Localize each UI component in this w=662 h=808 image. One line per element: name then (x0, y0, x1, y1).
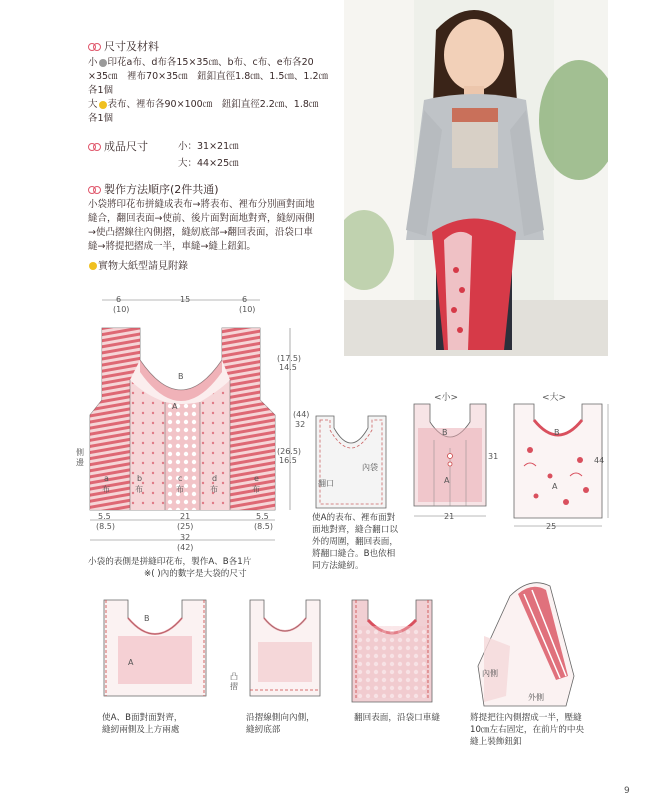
small-bag-b: B (442, 428, 448, 437)
step4-caption-2: 10㎝左右固定，在前片的中央 (470, 725, 585, 735)
method-heading: 製作方法順序(2件共通) (88, 183, 219, 197)
step1-a: A (128, 658, 134, 667)
step4-caption-3: 縫上裝飾鈕釦 (470, 737, 522, 747)
method-line-1: 小袋將印花布拼縫成表布→將表布、裡布分別画對面地 (88, 199, 315, 210)
step2-caption-1: 沿摺線側向內側， (246, 713, 315, 723)
double-ring-icon (88, 186, 102, 194)
large-bag-width: 25 (546, 522, 557, 531)
piece-b-word: 布 (135, 485, 143, 494)
gray-dot-icon (99, 59, 107, 67)
step2-diagram (246, 596, 324, 700)
dim-bottom-right: 5.5 (256, 512, 269, 521)
double-ring-icon (88, 143, 102, 151)
main-caption-2: ※( )內的數字是大袋的尺寸 (144, 569, 247, 579)
piece-e-word: 布 (252, 485, 260, 494)
lining-note-4: 將翻口縫合。B也依相 (312, 549, 396, 559)
piece-c-word: 布 (176, 485, 184, 494)
dim-bottom-left: 5.5 (98, 512, 111, 521)
dim-right-3: (44) (293, 410, 310, 419)
large-bag-b: B (554, 428, 560, 437)
double-ring-icon (88, 43, 102, 51)
step2-caption-2: 縫紉底部 (246, 725, 281, 735)
small-bag-height: 31 (488, 452, 499, 461)
main-pattern-diagram (70, 290, 310, 550)
small-bag-a: A (444, 476, 450, 485)
part-b-label: B (178, 372, 184, 381)
lining-mouth-label: 翻口 (318, 479, 334, 488)
materials-small-line-2: ×35㎝ 裡布70×35㎝ 鈕釦直徑1.8㎝、1.5㎝、1.2㎝ (88, 71, 329, 82)
finished-size-heading: 成品尺寸 (88, 140, 148, 154)
photo-illustration (344, 0, 608, 356)
lining-note-2: 面地對齊，縫合翻口以 (312, 525, 398, 535)
materials-small-line-1: 小 印花a布、d布各15×35㎝、b布、c布、e布各20 (88, 57, 314, 68)
yellow-dot-icon (89, 262, 97, 270)
step1-b: B (144, 614, 150, 623)
step4-inner: 內側 (482, 669, 498, 678)
lining-note-5: 同方法縫紉。 (312, 561, 364, 571)
step3-diagram (348, 596, 436, 706)
lining-diagram (312, 412, 390, 512)
lining-note-3: 外的周圍，翻回表面， (312, 537, 398, 547)
small-bag-width: 21 (444, 512, 455, 521)
large-bag-diagram (510, 400, 610, 530)
method-line-2: 縫合，翻回表面→使前、後片面對面地對齊，縫紉兩側 (88, 213, 315, 224)
step1-diagram (100, 596, 210, 700)
piece-c-letter: c (178, 474, 183, 483)
large-bag-height: 44 (594, 456, 605, 465)
step4-outer: 外側 (528, 693, 544, 702)
step1-caption-2: 縫紉兩側及上方兩處 (102, 725, 180, 735)
large-bag-label: <大> (542, 393, 567, 403)
dim-top-center: 15 (180, 295, 191, 304)
size-materials-heading: 尺寸及材料 (88, 40, 159, 54)
dim-bottom-right-large: (8.5) (254, 522, 273, 531)
piece-e-letter: e (254, 474, 259, 483)
dim-top-right: 6 (242, 295, 248, 304)
part-a-label: A (172, 402, 178, 411)
finished-size-small: 小：31×21㎝ (178, 141, 239, 152)
page-number: 9 (624, 786, 630, 796)
small-bag-label: <小> (434, 393, 459, 403)
side-label: 側邊 (76, 448, 84, 467)
dim-total-width: 32 (180, 533, 191, 542)
photo-girl-with-bag (344, 0, 608, 356)
materials-small-line-3: 各1個 (88, 85, 114, 96)
dim-right-6: 16.5 (279, 456, 297, 465)
piece-a-word: 布 (102, 485, 110, 494)
dim-top-left: 6 (116, 295, 122, 304)
piece-d-word: 布 (210, 485, 218, 494)
dim-bottom-center-large: (25) (177, 522, 194, 531)
dim-bottom-left-large: (8.5) (96, 522, 115, 531)
dim-right-4: 32 (295, 420, 306, 429)
piece-a-letter: a (104, 474, 109, 483)
step4-diagram (470, 576, 580, 710)
dim-right-1: (17.5) (277, 354, 302, 363)
step4-caption-1: 將提把往內側摺成一半，壓縫 (470, 713, 582, 723)
dim-top-left-large: (10) (113, 305, 130, 314)
dim-bottom-center: 21 (180, 512, 191, 521)
method-line-4: 縫→將提把摺成一半，車縫→縫上鈕釦。 (88, 241, 256, 252)
method-line-3: →使凸摺線往內側摺，縫紉底部→翻回表面，沿袋口車 (88, 227, 313, 238)
yellow-dot-icon (99, 101, 107, 109)
pattern-note: 實物大紙型請見附錄 (88, 260, 188, 274)
dim-total-width-large: (42) (177, 543, 194, 552)
finished-size-large: 大：44×25㎝ (178, 158, 239, 169)
materials-large-line-1: 大 表布、裡布各90×100㎝ 鈕釦直徑2.2㎝、1.8㎝ (88, 99, 319, 110)
piece-d-letter: d (212, 474, 218, 483)
main-caption-1: 小袋的表側是拼縫印花布，製作A、B各1片 (88, 557, 252, 567)
materials-large-line-2: 各1個 (88, 113, 114, 124)
dim-right-2: 14.5 (279, 363, 297, 372)
piece-b-letter: b (137, 474, 143, 483)
small-bag-diagram (410, 400, 490, 520)
large-bag-a: A (552, 482, 558, 491)
step3-caption-1: 翻回表面，沿袋口車縫 (354, 713, 440, 723)
step2-fold: 凸摺 (230, 672, 238, 691)
step1-caption-1: 使A、B面對面對齊， (102, 713, 183, 723)
dim-right-5: (26.5) (277, 447, 302, 456)
dim-top-right-large: (10) (239, 305, 256, 314)
lining-inner-label: 內袋 (362, 463, 378, 472)
lining-note-1: 使A的表布、裡布面對 (312, 513, 396, 523)
